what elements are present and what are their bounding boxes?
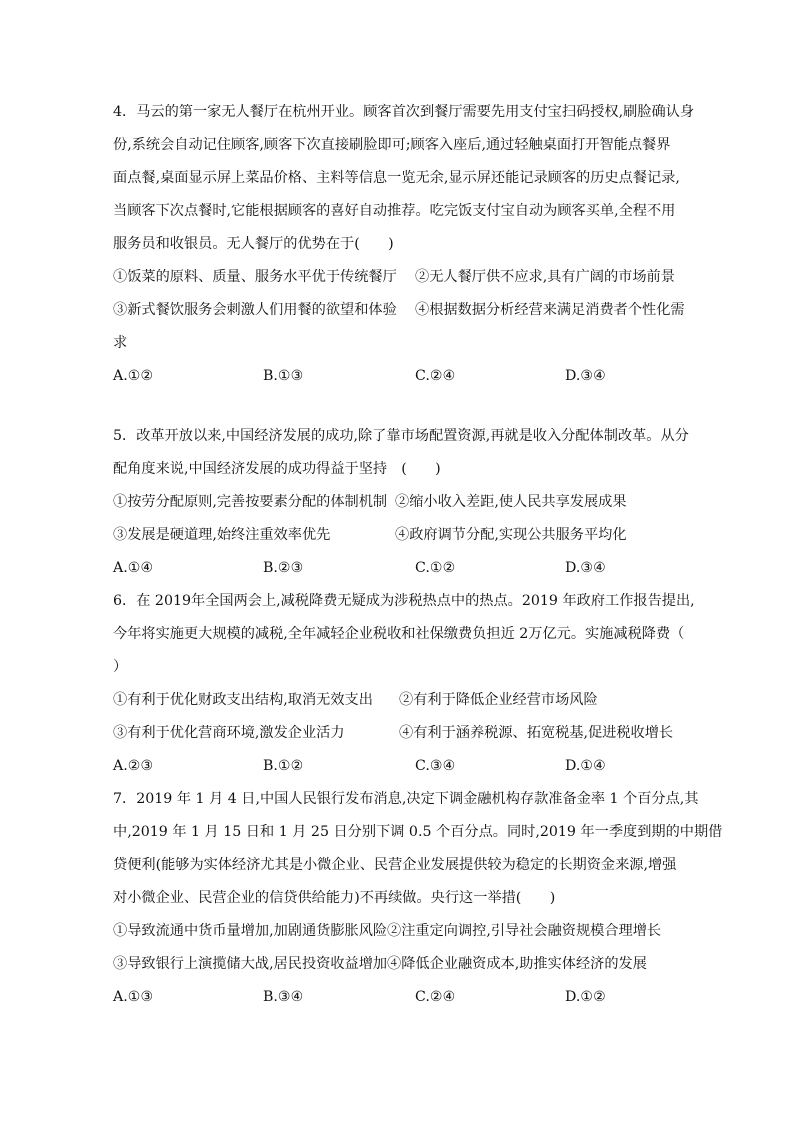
answer-options	[113, 981, 693, 1014]
option-b: B.①②	[263, 758, 304, 774]
option-a: A.①④	[113, 560, 154, 576]
option-c: C.②④	[415, 989, 456, 1005]
statement-row	[113, 294, 693, 327]
statement: ②无人餐厅供不应求,具有广阔的市场前景	[415, 269, 675, 285]
statement: ④降低企业融资成本,助推实体经济的发展	[387, 956, 647, 972]
answer-options	[113, 750, 693, 783]
question-5	[113, 420, 693, 585]
option-c: C.②④	[415, 368, 456, 384]
statement: ③有利于优化营商环境,激发企业活力	[113, 725, 345, 741]
statement: ①饭菜的原料、质量、服务水平优于传统餐厅	[113, 269, 397, 285]
option-b: B.①③	[263, 368, 304, 384]
question-stem-line: 贷便利(能够为实体经济尤其是小微企业、民营企业发展提供较为稳定的长期资金来源,增强	[113, 857, 677, 873]
question-stem-line: 当顾客下次点餐时,它能根据顾客的喜好自动推荐。吃完饭支付宝自动为顾客买单,全程不用	[113, 203, 676, 219]
question-stem-line: 4．马云的第一家无人餐厅在杭州开业。顾客首次到餐厅需要先用支付宝扫码授权,刷脸确认身	[113, 104, 695, 120]
statement: ②注重定向调控,引导社会融资规模合理增长	[387, 923, 662, 939]
statement: ④根据数据分析经营来满足消费者个性化需	[415, 302, 685, 318]
statement: ②缩小收入差距,使人民共享发展成果	[395, 494, 627, 510]
option-b: B.②③	[263, 560, 304, 576]
question-stem-line: 面点餐,桌面显示屏上菜品价格、主料等信息一览无余,显示屏还能记录顾客的历史点餐记录,	[113, 170, 680, 186]
statement-row	[113, 486, 693, 519]
question-stem-line: 服务员和收银员。无人餐厅的优势在于( )	[113, 236, 394, 252]
statement-row	[113, 717, 693, 750]
statement: ④政府调节分配,实现公共服务平均化	[395, 527, 627, 543]
option-d: D.①④	[565, 758, 606, 774]
option-d: D.③④	[565, 560, 606, 576]
question-stem-line: 对小微企业、民营企业的信贷供给能力)不再续做。央行这一举措( )	[113, 890, 556, 906]
statement: ③新式餐饮服务会刺激人们用餐的欲望和体验	[113, 302, 397, 318]
statement: ③导致银行上演揽储大战,居民投资收益增加	[113, 956, 388, 972]
option-c: C.①②	[415, 560, 456, 576]
option-d: D.①②	[565, 989, 606, 1005]
statement-row	[113, 261, 693, 294]
question-7	[113, 783, 723, 1014]
answer-options	[113, 552, 693, 585]
question-6	[113, 585, 693, 783]
question-stem-line: 今年将实施更大规模的减税,全年减轻企业税收和社保缴费负担近 2万亿元。实施减税降费（	[113, 626, 685, 642]
statement: ②有利于降低企业经营市场风险	[399, 692, 598, 708]
option-d: D.③④	[565, 368, 606, 384]
option-b: B.③④	[263, 989, 304, 1005]
question-stem-line: 份,系统会自动记住顾客,顾客下次直接刷脸即可;顾客入座后,通过轻触桌面打开智能点餐界	[113, 137, 671, 153]
option-a: A.①②	[113, 368, 154, 384]
statement: ④有利于涵养税源、拓宽税基,促进税收增长	[399, 725, 674, 741]
question-stem-line: 7．2019 年 1 月 4 日,中国人民银行发布消息,决定下调金融机构存款准备金率 1 个百分点,其	[113, 791, 699, 807]
question-4	[113, 96, 693, 393]
statement-row	[113, 915, 693, 948]
statement: ①导致流通中货币量增加,加剧通货膨胀风险	[113, 923, 388, 939]
statement: ①按劳分配原则,完善按要素分配的体制机制	[113, 494, 388, 510]
statement-row	[113, 948, 693, 981]
question-stem-line: 中,2019 年 1 月 15 日和 1 月 25 日分别下调 0.5 个百分点。同时,2019 年一季度到期的中期借	[113, 824, 723, 840]
statement: ①有利于优化财政支出结构,取消无效支出	[113, 692, 373, 708]
option-c: C.③④	[415, 758, 456, 774]
question-stem-line: 5．改革开放以来,中国经济发展的成功,除了靠市场配置资源,再就是收入分配体制改革。从分	[113, 428, 689, 444]
question-stem-line: 6．在 2019年全国两会上,减税降费无疑成为涉税热点中的热点。2019 年政府工作报告提出,	[113, 593, 695, 609]
answer-options	[113, 360, 693, 393]
question-stem-line: ）	[113, 659, 128, 675]
statement-row	[113, 519, 693, 552]
option-a: A.①③	[113, 989, 154, 1005]
statement: ③发展是硬道理,始终注重效率优先	[113, 527, 331, 543]
statement-row	[113, 684, 693, 717]
question-stem-line: 配角度来说,中国经济发展的成功得益于坚持 ( )	[113, 461, 441, 477]
statement-tail: 求	[113, 335, 128, 351]
option-a: A.②③	[113, 758, 154, 774]
